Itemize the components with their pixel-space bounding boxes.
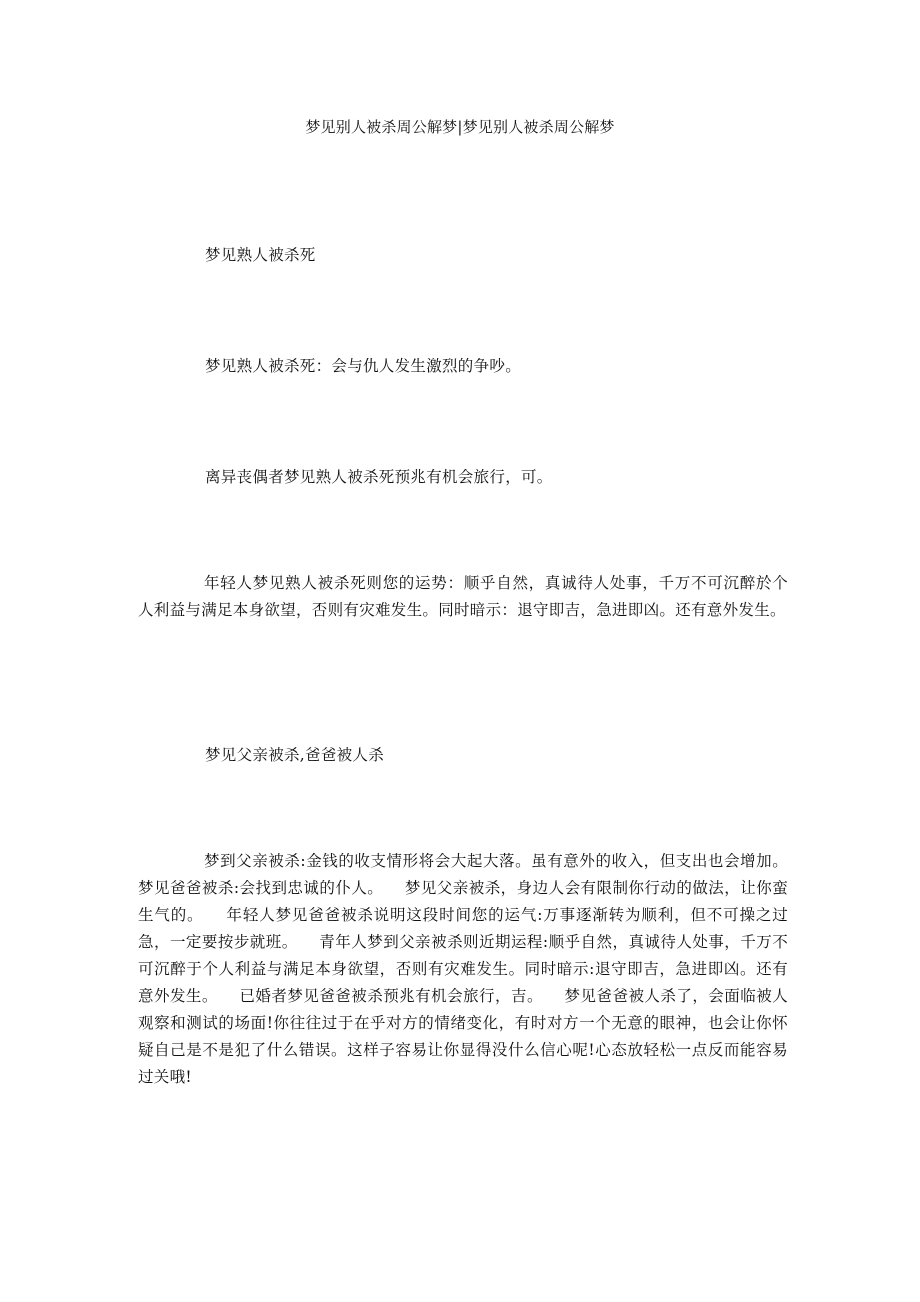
paragraph-father-details: 梦到父亲被杀:金钱的收支情形将会大起大落。虽有意外的收入，但支出也会增加。 梦见爸爸被杀:会找到忠诚的仆人。 梦见父亲被杀，身边人会有限制你行动的做法，让你蛮生气的。 年轻人梦见爸爸被杀说明这段时间您的运气:万事逐渐转为顺利，但不可操之过急，一定要按步就班。 青年人梦到父亲被杀则近期运程:顺乎自然，真诚待人处事，千万不可沉醉于个人利益与满足本身欲望，否则有灾难发生。同时暗示:退守即吉，急进即凶。还有意外发生。 已婚者梦见爸爸被杀预兆有机会旅行，吉。 梦见爸爸被人杀了，会面临被人观察和测试的场面!你往往过于在乎对方的情绪变化，有时对方一个无意的眼神，也会让你怀疑自己是不是犯了什么错误。这样子容易让你显得没什么信心呢!心态放轻松一点反而能容易过关哦! <box>138 852 799 1086</box>
section-heading-father: 梦见父亲被杀,爸爸被人杀 <box>205 746 385 764</box>
paragraph-acquaintance-quarrel: 梦见熟人被杀死：会与仇人发生激烈的争吵。 <box>205 357 522 375</box>
paragraph-acquaintance-young: 年轻人梦见熟人被杀死则您的运势：顺乎自然，真诚待人处事，千万不可沉醉於个人利益与满足本身欲望，否则有灾难发生。同时暗示：退守即吉，急进即凶。还有意外发生。 <box>138 574 788 619</box>
section-heading-acquaintance: 梦见熟人被杀死 <box>205 246 316 264</box>
paragraph-acquaintance-travel: 离异丧偶者梦见熟人被杀死预兆有机会旅行，可。 <box>205 468 553 486</box>
page-title: 梦见别人被杀周公解梦|梦见别人被杀周公解梦 <box>305 118 615 136</box>
